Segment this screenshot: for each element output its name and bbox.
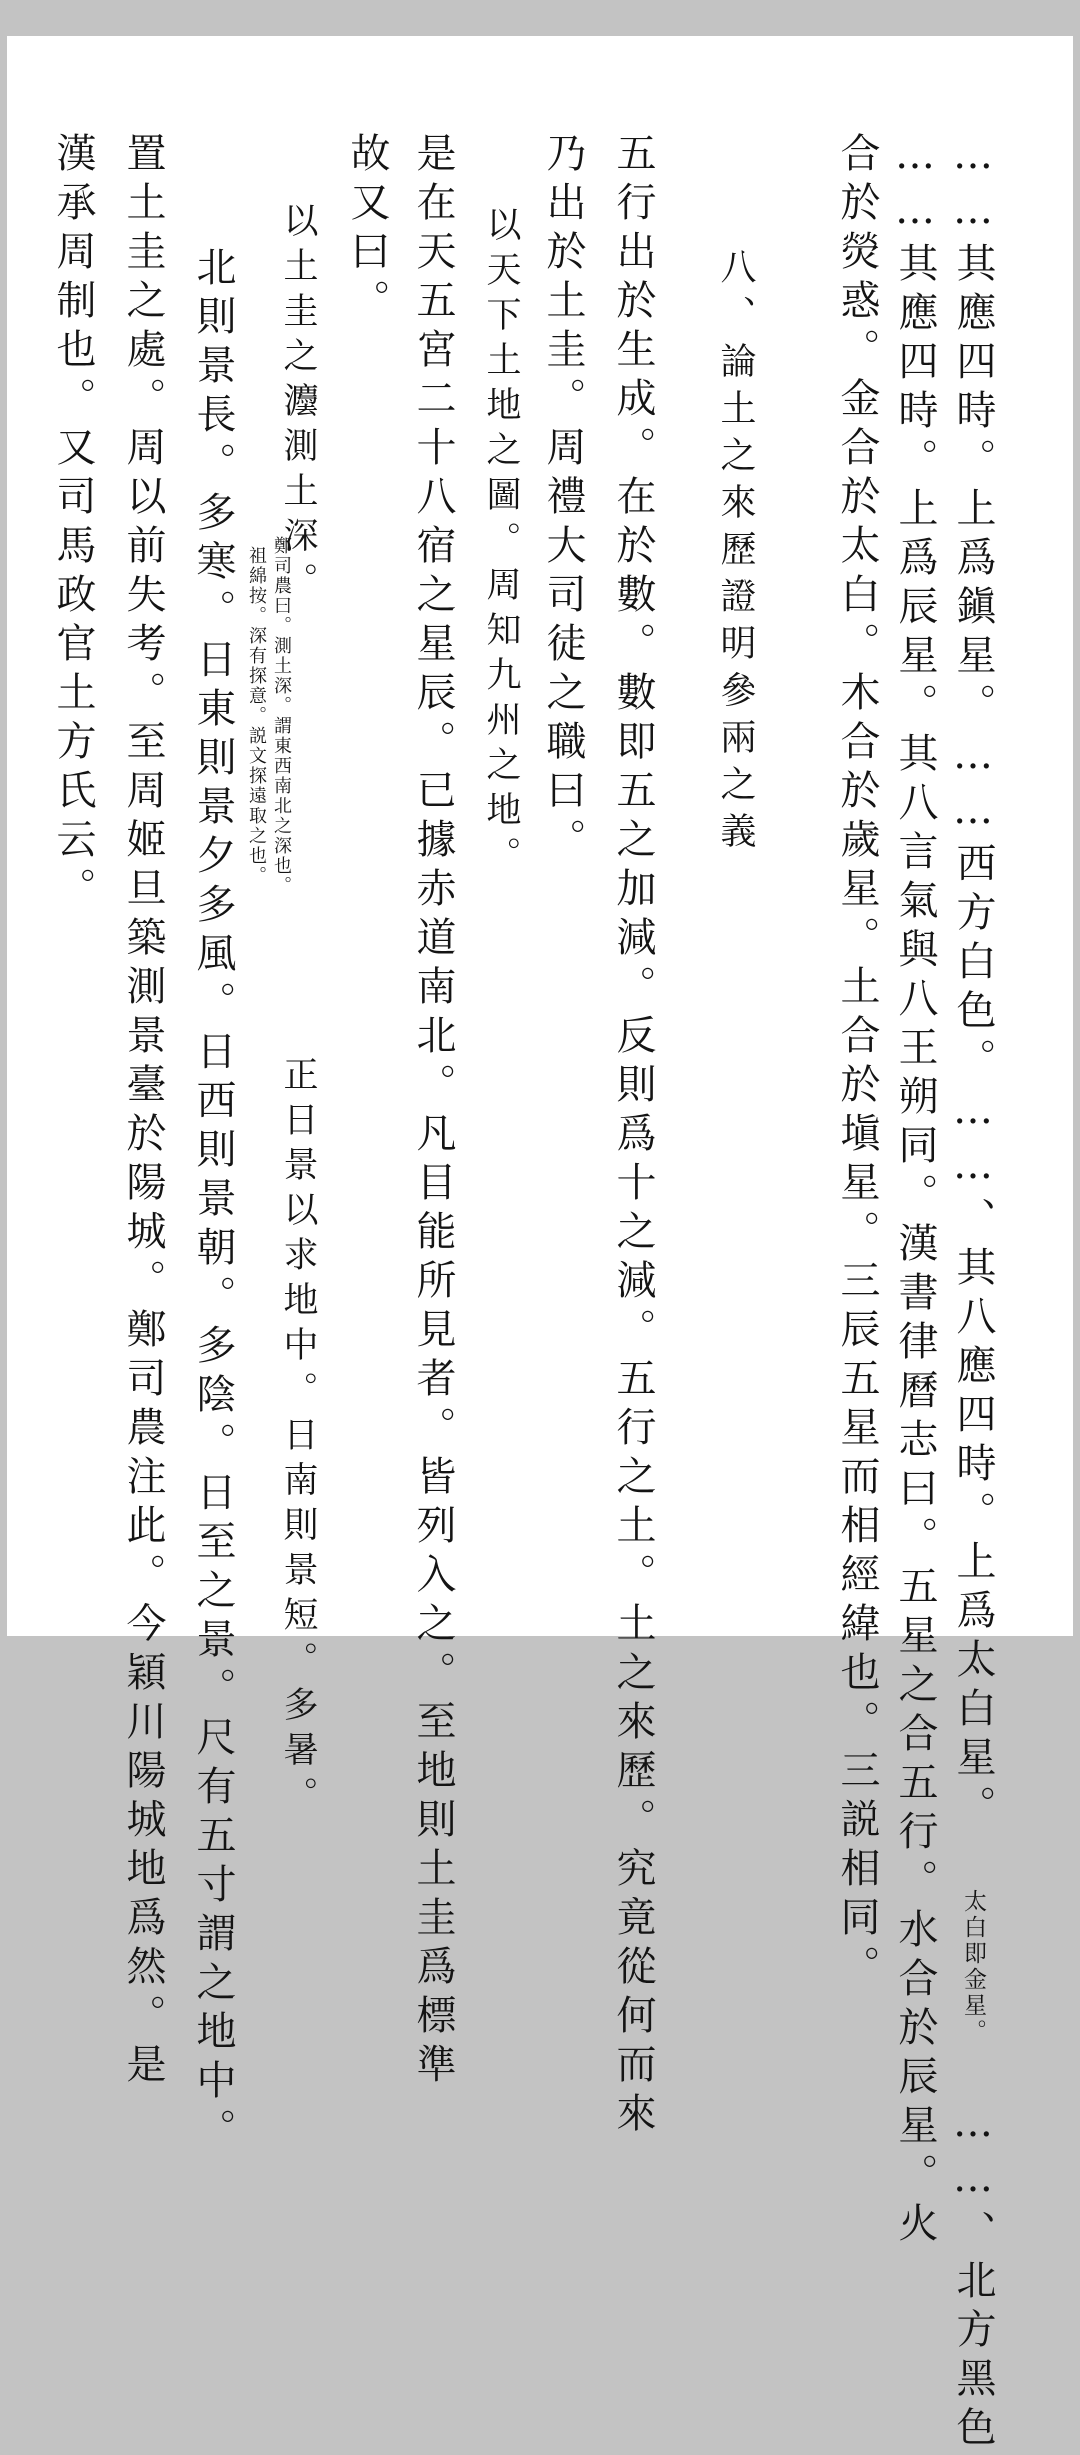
column-8-text: 是在天五宮二十八宿之星辰。已據赤道南北。凡目能所見者。皆列入之。至地則土圭爲標準 (410, 132, 456, 2092)
section-heading-text: 八、論土之來歷證明參兩之義 (715, 248, 756, 859)
column-12-text: 置土圭之處。周以前失考。至周姬旦築測景臺於陽城。鄭司農注此。今穎川陽城地爲然。是 (120, 132, 166, 2092)
column-10-text: 以土圭之灋測土深。 (278, 202, 318, 607)
commentary-column-a (272, 536, 290, 896)
column-5-text: 五行出於生成。在於數。數即五之加減。反則爲十之減。五行之土。土之來歷。究竟從何而來 (610, 132, 656, 2141)
commentary-a-text: 鄭司農曰。測土深。謂東西南北之深也。 (271, 536, 292, 896)
column-6-text: 乃出於土圭。周禮大司徒之職曰。 (540, 132, 586, 867)
text-column-7 (481, 206, 521, 881)
text-column-1 (950, 132, 996, 2455)
column-1-note: 太白即金星。 (960, 1889, 986, 2045)
text-column-5 (610, 132, 656, 2141)
commentary-b-text: 祖綿按。深有探意。説文探遠取之也。 (246, 546, 267, 886)
column-2-text: ……其應四時。上爲辰星。其八言氣與八王朔同。漢書律曆志曰。五星之合五行。水合於辰星。火 (892, 132, 938, 2251)
text-column-8 (410, 132, 456, 2092)
text-column-11 (190, 246, 236, 2157)
text-column-13 (50, 132, 96, 916)
document-page (7, 36, 1073, 2455)
text-column-10-tail (278, 1056, 318, 1821)
column-11-text: 北則景長。多寒。日東則景夕多風。日西則景朝。多陰。日至之景。尺有五寸謂之地中。 (190, 246, 236, 2157)
column-13-text: 漢承周制也。又司馬政官土方氏云。 (50, 132, 96, 916)
column-1-tail: ……、北方黑色 (950, 2100, 996, 2455)
text-column-12 (120, 132, 166, 2092)
text-column-3 (834, 132, 880, 1994)
column-10-tail-text: 正日景以求地中。日南則景短。多暑。 (278, 1056, 318, 1821)
section-heading (715, 248, 756, 859)
column-9-text: 故又曰。 (344, 132, 390, 328)
text-column-9 (344, 132, 390, 328)
text-column-6 (540, 132, 586, 867)
column-1-text: ……其應四時。上爲鎭星。……西方白色。……、其八應四時。上爲太白星。 (950, 132, 996, 1834)
text-column-2 (892, 132, 938, 2251)
column-3-text: 合於熒惑。金合於太白。木合於歲星。土合於塡星。三辰五星而相經緯也。三説相同。 (834, 132, 880, 1994)
commentary-column-b (247, 546, 265, 886)
column-7-text: 以天下土地之圖。周知九州之地。 (481, 206, 521, 881)
